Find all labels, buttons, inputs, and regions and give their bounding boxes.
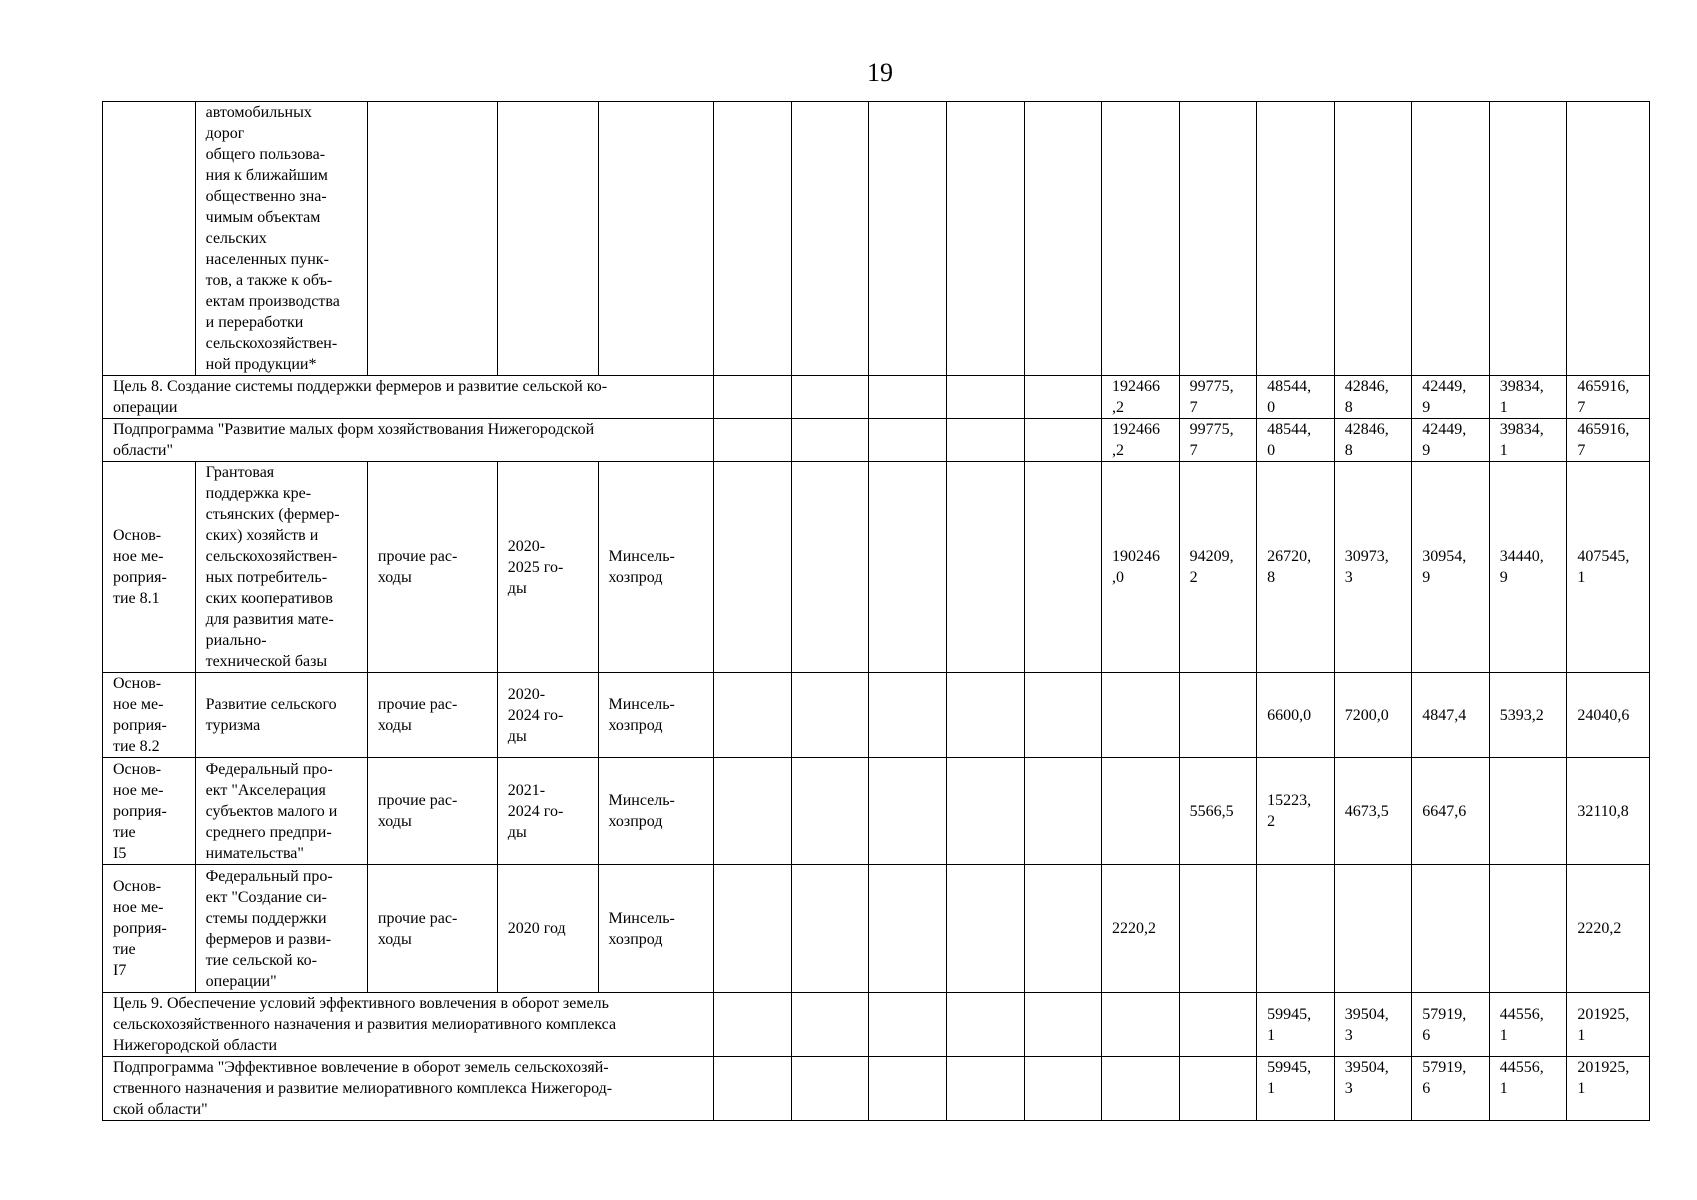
measure-row <box>103 673 1650 758</box>
page-number: 19 <box>867 58 893 87</box>
value-2023 <box>1412 865 1490 993</box>
value-total: 32110,8 <box>1567 758 1650 865</box>
cell-kind: Основ- ное ме- роприя- тие I5 <box>103 758 196 865</box>
value-total: 407545, 1 <box>1567 462 1650 673</box>
subprogram-label: Подпрограмма "Развитие малых форм хозяйствования Нижегородской области" <box>103 419 714 462</box>
value-2022 <box>1334 865 1412 993</box>
measure-row <box>103 865 1650 993</box>
value-2024: 39834, 1 <box>1489 376 1567 419</box>
value-2019: 192466 ,2 <box>1102 376 1180 419</box>
goal-label: Цель 9. Обеспечение условий эффективного вовлечения в оборот земель сельскохозяйственного назначения и развития мелиоративного комплекса Нижегородской области <box>103 993 714 1057</box>
value-2019 <box>1102 758 1180 865</box>
value-2020 <box>1179 673 1257 758</box>
cell-kind: Основ- ное ме- роприя- тие 8.1 <box>103 462 196 673</box>
value-2021: 6600,0 <box>1257 673 1335 758</box>
value-2024: 44556, 1 <box>1489 993 1567 1057</box>
cell-period: 2021- 2024 го- ды <box>497 758 598 865</box>
value-2021: 48544, 0 <box>1257 376 1335 419</box>
value-2023: 4847,4 <box>1412 673 1490 758</box>
value-2021: 59945, 1 <box>1257 1057 1335 1121</box>
value-2019: 190246 ,0 <box>1102 462 1180 673</box>
cell-executor: Минсель- хозпрод <box>598 865 714 993</box>
value-2023: 42449, 9 <box>1412 419 1490 462</box>
value-2022: 39504, 3 <box>1334 993 1412 1057</box>
value-2019: 192466 ,2 <box>1102 419 1180 462</box>
cell-period: 2020- 2024 го- ды <box>497 673 598 758</box>
cell-expense-type: прочие рас- ходы <box>367 462 497 673</box>
value-total: 24040,6 <box>1567 673 1650 758</box>
value-2019 <box>1102 1057 1180 1121</box>
value-2023: 57919, 6 <box>1412 993 1490 1057</box>
value-2020: 99775, 7 <box>1179 419 1257 462</box>
value-2022: 30973, 3 <box>1334 462 1412 673</box>
table-row <box>103 102 1650 376</box>
value-2021: 48544, 0 <box>1257 419 1335 462</box>
value-2022: 7200,0 <box>1334 673 1412 758</box>
value-2021: 26720, 8 <box>1257 462 1335 673</box>
value-2023: 30954, 9 <box>1412 462 1490 673</box>
subprogram-row <box>103 419 1650 462</box>
goal-row <box>103 376 1650 419</box>
value-2024 <box>1489 758 1567 865</box>
value-2022: 42846, 8 <box>1334 376 1412 419</box>
value-2024: 34440, 9 <box>1489 462 1567 673</box>
value-2022: 4673,5 <box>1334 758 1412 865</box>
goal-label: Цель 8. Создание системы поддержки фермеров и развитие сельской ко- операции <box>103 376 714 419</box>
value-2020 <box>1179 865 1257 993</box>
value-2024 <box>1489 865 1567 993</box>
program-funding-table <box>102 101 1650 1121</box>
value-2020: 94209, 2 <box>1179 462 1257 673</box>
value-2021: 59945, 1 <box>1257 993 1335 1057</box>
cell-kind: Основ- ное ме- роприя- тие I7 <box>103 865 196 993</box>
cell-period: 2020 год <box>497 865 598 993</box>
subprogram-label: Подпрограмма "Эффективное вовлечение в оборот земель сельскохозяй- ственного назначения и развитие мелиоративного комплекса Нижегород- ской области" <box>103 1057 714 1121</box>
value-2023: 57919, 6 <box>1412 1057 1490 1121</box>
value-2019 <box>1102 993 1180 1057</box>
value-2024: 44556, 1 <box>1489 1057 1567 1121</box>
value-2020: 99775, 7 <box>1179 376 1257 419</box>
cell-activity-name: автомобильных дорог общего пользова- ния к ближайшим общественно зна- чимым объектам сельских населенных пунк- тов, а также к объ- ектам производства и переработки сельскохозяйствен- ной продукции* <box>195 102 367 376</box>
value-total: 465916, 7 <box>1567 376 1650 419</box>
cell-expense-type: прочие рас- ходы <box>367 758 497 865</box>
value-2019 <box>1102 673 1180 758</box>
measure-row <box>103 462 1650 673</box>
cell-activity-name: Грантовая поддержка кре- стьянских (фермер- ских) хозяйств и сельскохозяйствен- ных потребитель- ских кооперативов для развития мате- риально- технической базы <box>195 462 367 673</box>
subprogram-row <box>103 1057 1650 1121</box>
value-2022: 42846, 8 <box>1334 419 1412 462</box>
value-2023: 6647,6 <box>1412 758 1490 865</box>
value-2021: 15223, 2 <box>1257 758 1335 865</box>
value-2021 <box>1257 865 1335 993</box>
value-total: 465916, 7 <box>1567 419 1650 462</box>
cell-expense-type: прочие рас- ходы <box>367 865 497 993</box>
cell-executor: Минсель- хозпрод <box>598 462 714 673</box>
value-total: 2220,2 <box>1567 865 1650 993</box>
value-2020 <box>1179 1057 1257 1121</box>
cell-kind <box>103 102 196 376</box>
value-2019: 2220,2 <box>1102 865 1180 993</box>
value-2023: 42449, 9 <box>1412 376 1490 419</box>
value-2020: 5566,5 <box>1179 758 1257 865</box>
measure-row <box>103 758 1650 865</box>
value-2020 <box>1179 993 1257 1057</box>
cell-activity-name: Развитие сельского туризма <box>195 673 367 758</box>
cell-executor: Минсель- хозпрод <box>598 758 714 865</box>
cell-activity-name: Федеральный про- ект "Создание си- стемы поддержки фермеров и разви- тие сельской ко- операции" <box>195 865 367 993</box>
cell-expense-type: прочие рас- ходы <box>367 673 497 758</box>
value-total: 201925, 1 <box>1567 993 1650 1057</box>
value-2024: 5393,2 <box>1489 673 1567 758</box>
cell-executor: Минсель- хозпрод <box>598 673 714 758</box>
cell-kind: Основ- ное ме- роприя- тие 8.2 <box>103 673 196 758</box>
cell-activity-name: Федеральный про- ект "Акселерация субъектов малого и среднего предпри- нимательства" <box>195 758 367 865</box>
value-2024: 39834, 1 <box>1489 419 1567 462</box>
goal-row <box>103 993 1650 1057</box>
value-total: 201925, 1 <box>1567 1057 1650 1121</box>
value-2022: 39504, 3 <box>1334 1057 1412 1121</box>
cell-period: 2020- 2025 го- ды <box>497 462 598 673</box>
